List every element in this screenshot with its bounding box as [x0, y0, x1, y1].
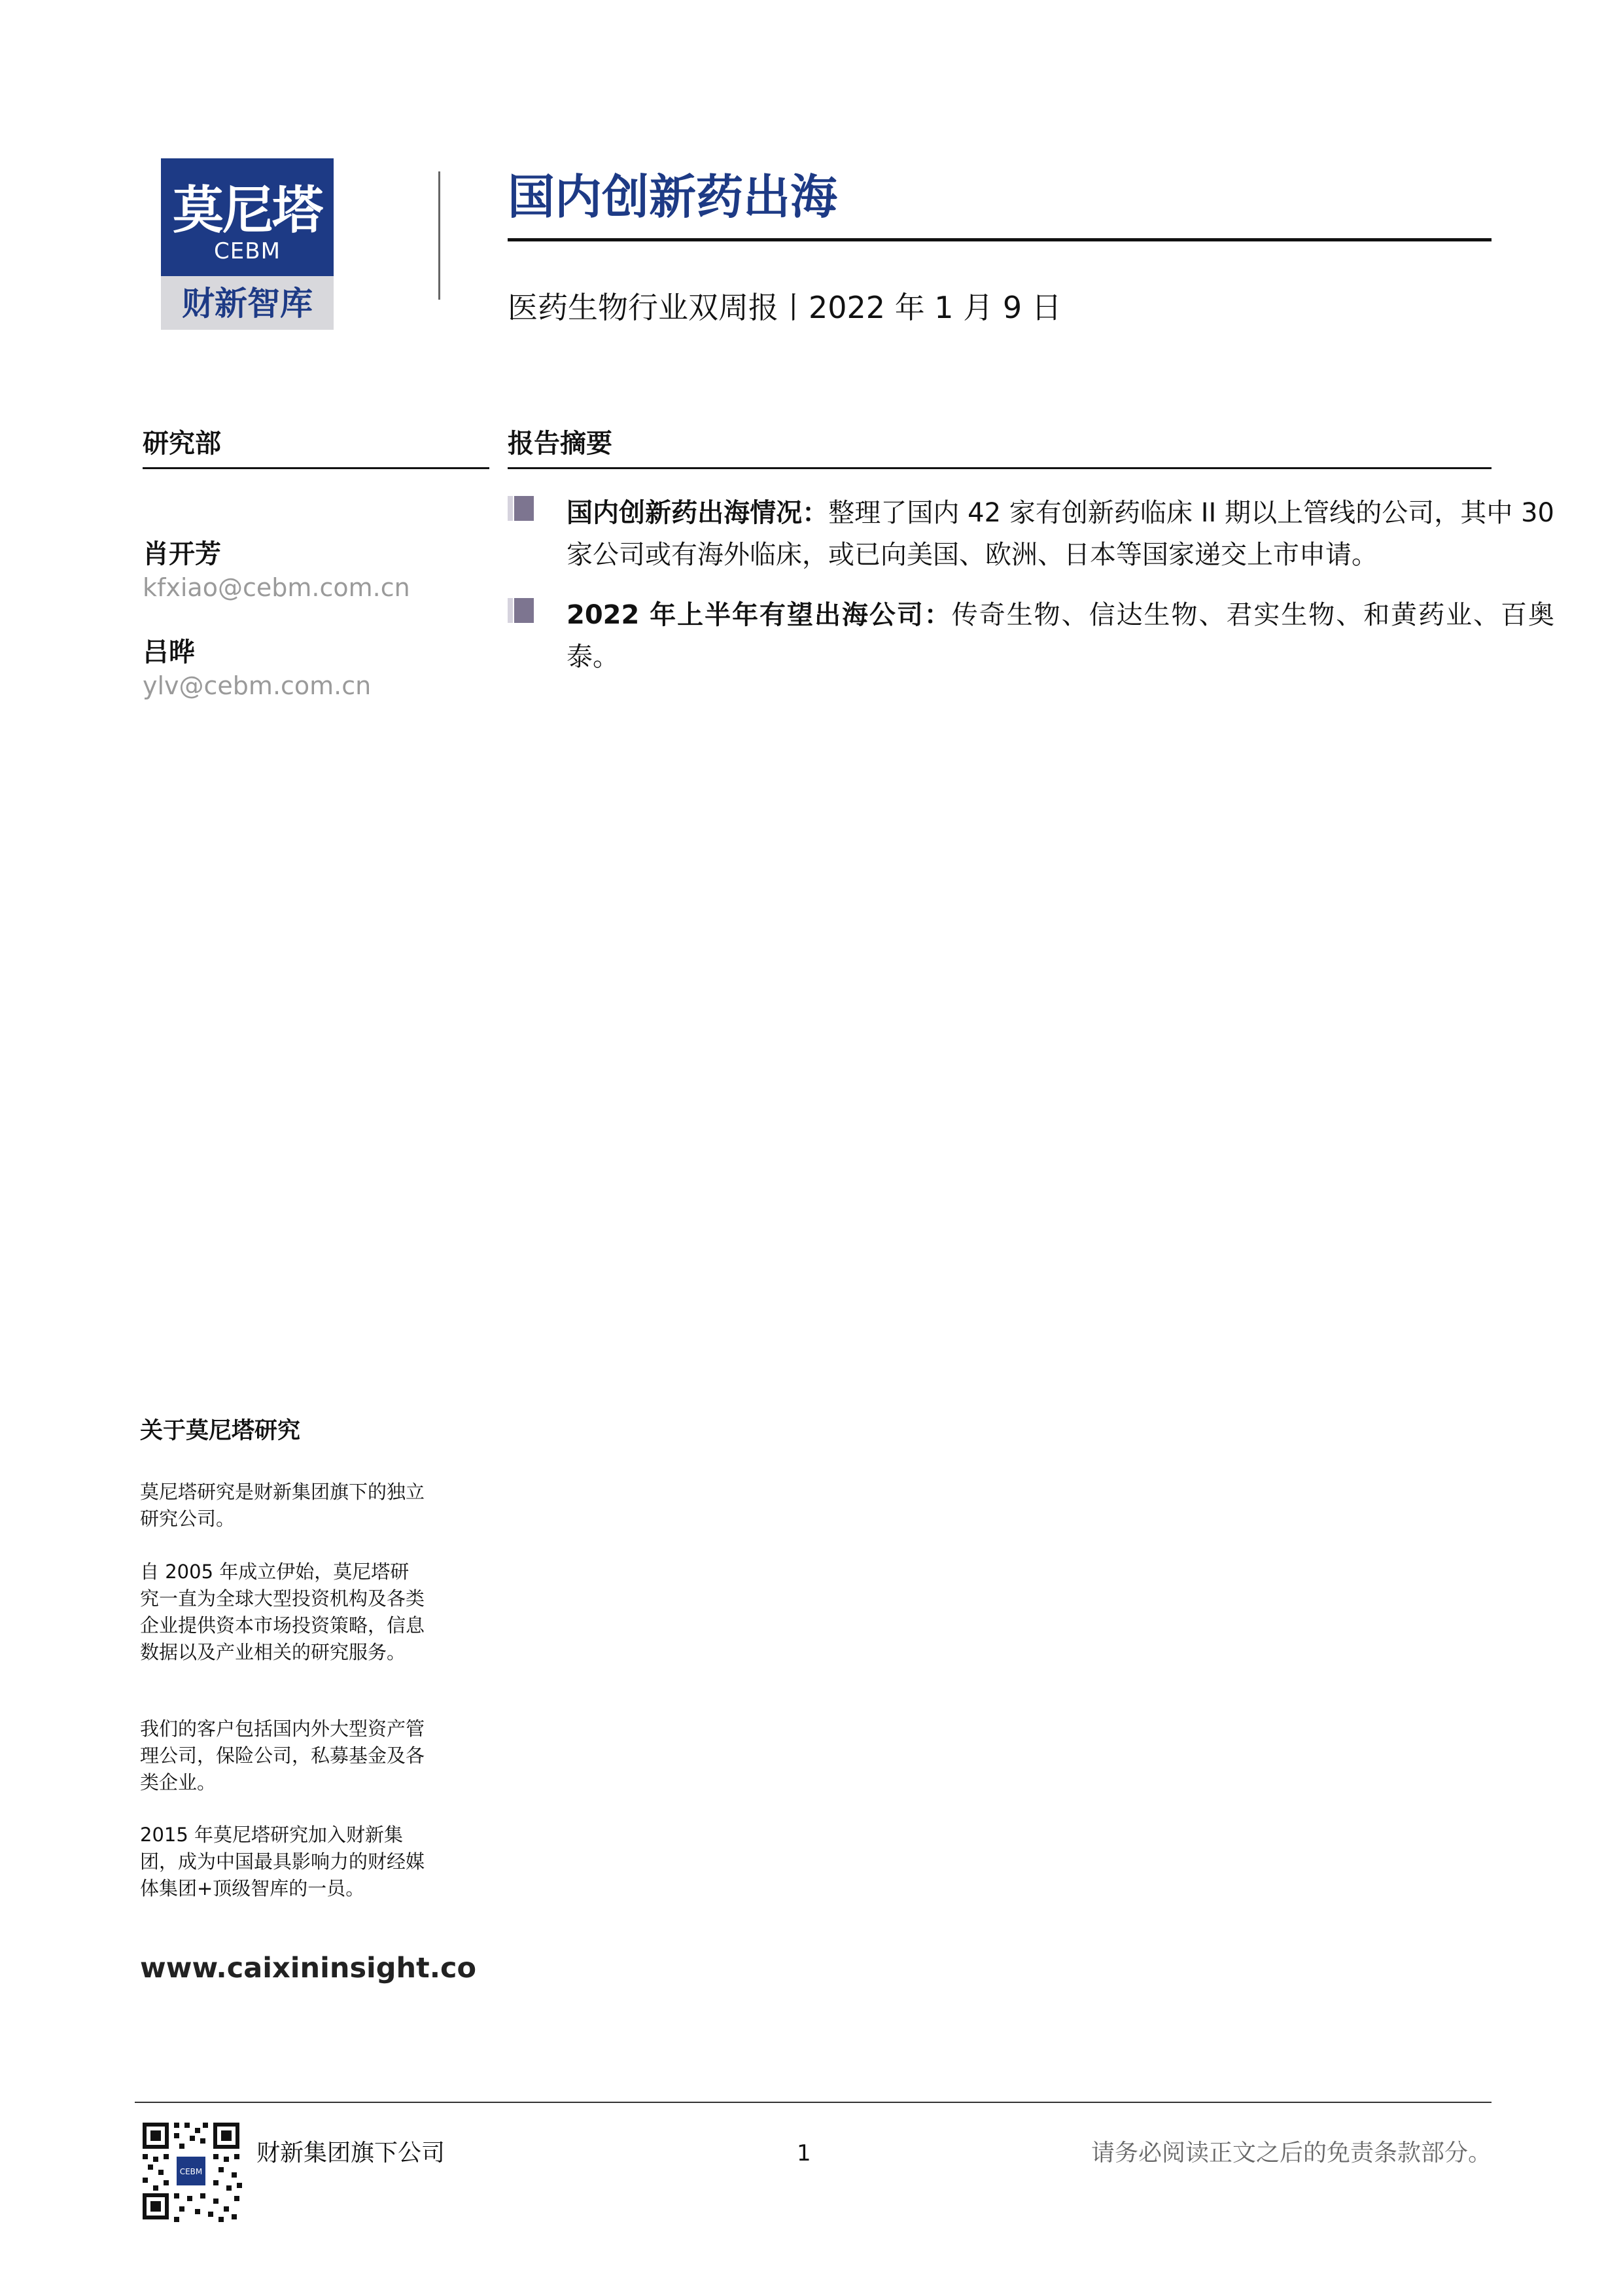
logo-name-cn: 莫尼塔 [172, 181, 322, 240]
bullet-label: 国内创新药出海情况： [567, 498, 829, 528]
website-link[interactable]: www.caixininsight.co [140, 1952, 477, 1985]
report-title: 国内创新药出海 [508, 169, 838, 224]
author-email[interactable]: kfxiao@cebm.com.cn [143, 573, 410, 602]
summary-bullet [567, 594, 1554, 678]
bullet-body: 整理了国内 42 家有创新药临床 II 期以上管线的公司，其中 30 家公司或有海外临床，或已向美国、欧洲、日本等国家递交上市申请。 [567, 498, 1555, 570]
header-divider [438, 171, 440, 300]
about-paragraph: 2015 年莫尼塔研究加入财新集团，成为中国最具影响力的财经媒体集团+顶级智库的一员。 [140, 1824, 425, 1899]
bullet-marker [514, 496, 534, 521]
summary-rule [508, 467, 1492, 469]
qr-badge: CEBM [179, 2167, 203, 2176]
qr-code-icon [140, 2120, 242, 2222]
footer-rule [135, 2102, 1492, 2103]
cebm-logo [161, 158, 334, 330]
page-number: 1 [797, 2140, 811, 2166]
title-rule [508, 238, 1492, 241]
about-heading: 关于莫尼塔研究 [140, 1418, 301, 1444]
author-name: 肖开芳 [143, 539, 221, 569]
about-paragraph: 我们的客户包括国内外大型资产管理公司，保险公司，私募基金及各类企业。 [140, 1718, 425, 1793]
about-paragraph: 莫尼塔研究是财新集团旗下的独立研究公司。 [140, 1481, 425, 1530]
bullet-body: 传奇生物、信达生物、君实生物、和黄药业、百奥泰。 [567, 600, 1554, 672]
bullet-marker [514, 598, 534, 623]
logo-name-en: CEBM [214, 238, 281, 264]
bullet-label: 2022 年上半年有望出海公司： [567, 600, 952, 630]
summary-heading: 报告摘要 [508, 429, 612, 459]
about-paragraph: 自 2005 年成立伊始，莫尼塔研究一直为全球大型投资机构及各类企业提供资本市场投资策略，信息数据以及产业相关的研究服务。 [140, 1561, 425, 1663]
author-name: 吕晔 [143, 637, 195, 667]
report-subtitle: 医药生物行业双周报丨2022 年 1 月 9 日 [508, 290, 1062, 325]
logo-sub: 财新智库 [182, 285, 313, 323]
footer-company: 财新集团旗下公司 [256, 2140, 445, 2166]
dept-heading: 研究部 [143, 429, 221, 459]
author-email[interactable]: ylv@cebm.com.cn [143, 671, 372, 700]
dept-rule [143, 467, 489, 469]
footer-disclaimer: 请务必阅读正文之后的免责条款部分。 [1091, 2140, 1492, 2166]
summary-bullet [567, 492, 1554, 576]
